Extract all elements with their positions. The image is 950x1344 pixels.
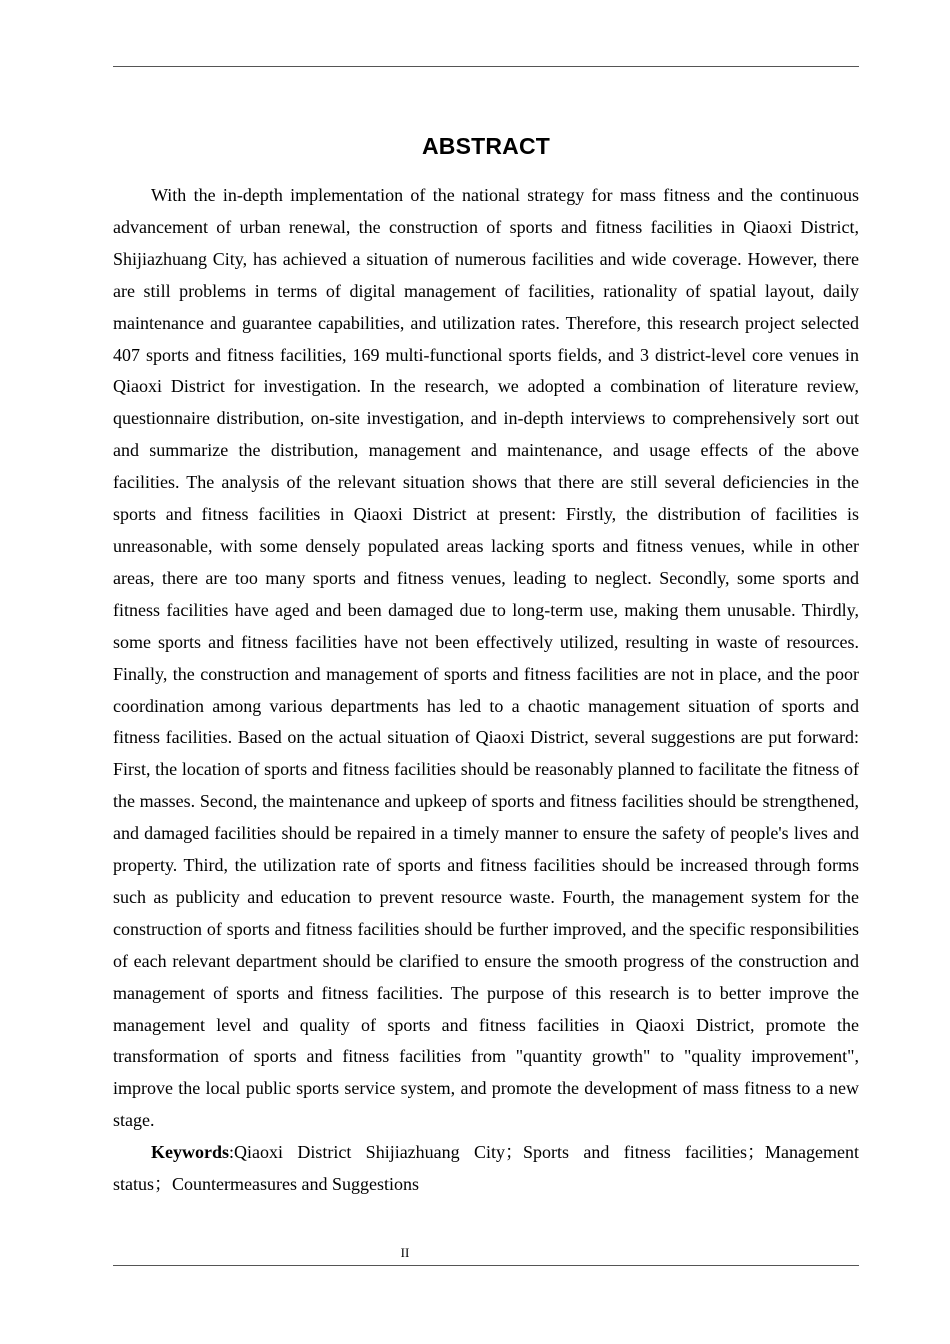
abstract-title: ABSTRACT (421, 133, 551, 160)
abstract-paragraph: With the in-depth implementation of the national strategy for mass fitness and the continuous advancement of urban renewal, the construction of sports and fitness facilities in Qiaoxi District, Shijiazhuang City, has achieved a situation of numerous facilities and wide coverage. However, there are still problems in terms of digital management of facilities, rationality of spatial layout, daily maintenance and guarantee capabilities, and utilization rates. Therefore, this research project selected 407 sports and fitness facilities, 169 multi-functional sports fields, and 3 district-level core venues in Qiaoxi District for investigation. In the research, we adopted a combination of literature review, questionnaire distribution, on-site investigation, and in-depth interviews to comprehensively sort out and summarize the distribution, management and maintenance, and usage effects of the above facilities. The analysis of the relevant situation shows that there are still several deficiencies in the sports and fitness facilities in Qiaoxi District at present: Firstly, the distribution of facilities is unreasonable, with some densely populated areas lacking sports and fitness venues, while in other areas, there are too many sports and fitness venues, leading to neglect. Secondly, some sports and fitness facilities have aged and been damaged due to long-term use, making them unusable. Thirdly, some sports and fitness facilities have not been effectively utilized, resulting in waste of resources. Finally, the construction and management of sports and fitness facilities are not in place, and the poor coordination among various departments has led to a chaotic management situation of sports and fitness facilities. Based on the actual situation of Qiaoxi District, several suggestions are put forward: First, the location of sports and fitness facilities should be reasonably planned to facilitate the fitness of the masses. Second, the maintenance and upkeep of sports and fitness facilities should be strengthened, and damaged facilities should be repaired in a timely manner to ensure the safety of people's lives and property. Third, the utilization rate of sports and fitness facilities should be increased through forms such as publicity and education to prevent resource waste. Fourth, the management system for the construction of sports and fitness facilities should be further improved, and the specific responsibilities of each relevant department should be clarified to ensure the smooth progress of the construction and management of sports and fitness facilities. The purpose of this research is to better improve the management level and quality of sports and fitness facilities in Qiaoxi District, promote the transformation of sports and fitness facilities from "quantity growth" to "quality improvement", improve the local public sports service system, and promote the development of mass fitness to a new stage. (113, 185, 859, 1131)
keywords-text: :Qiaoxi District Shijiazhuang City；Sports and fitness facilities；Management status；Countermeasures and Suggestions (113, 1142, 859, 1195)
page-number: II (400, 1245, 410, 1260)
abstract-body (113, 180, 859, 1201)
keywords-line (113, 1137, 859, 1201)
footer-rule (113, 1265, 859, 1266)
header-rule (113, 66, 859, 67)
keywords-label: Keywords (151, 1142, 229, 1163)
